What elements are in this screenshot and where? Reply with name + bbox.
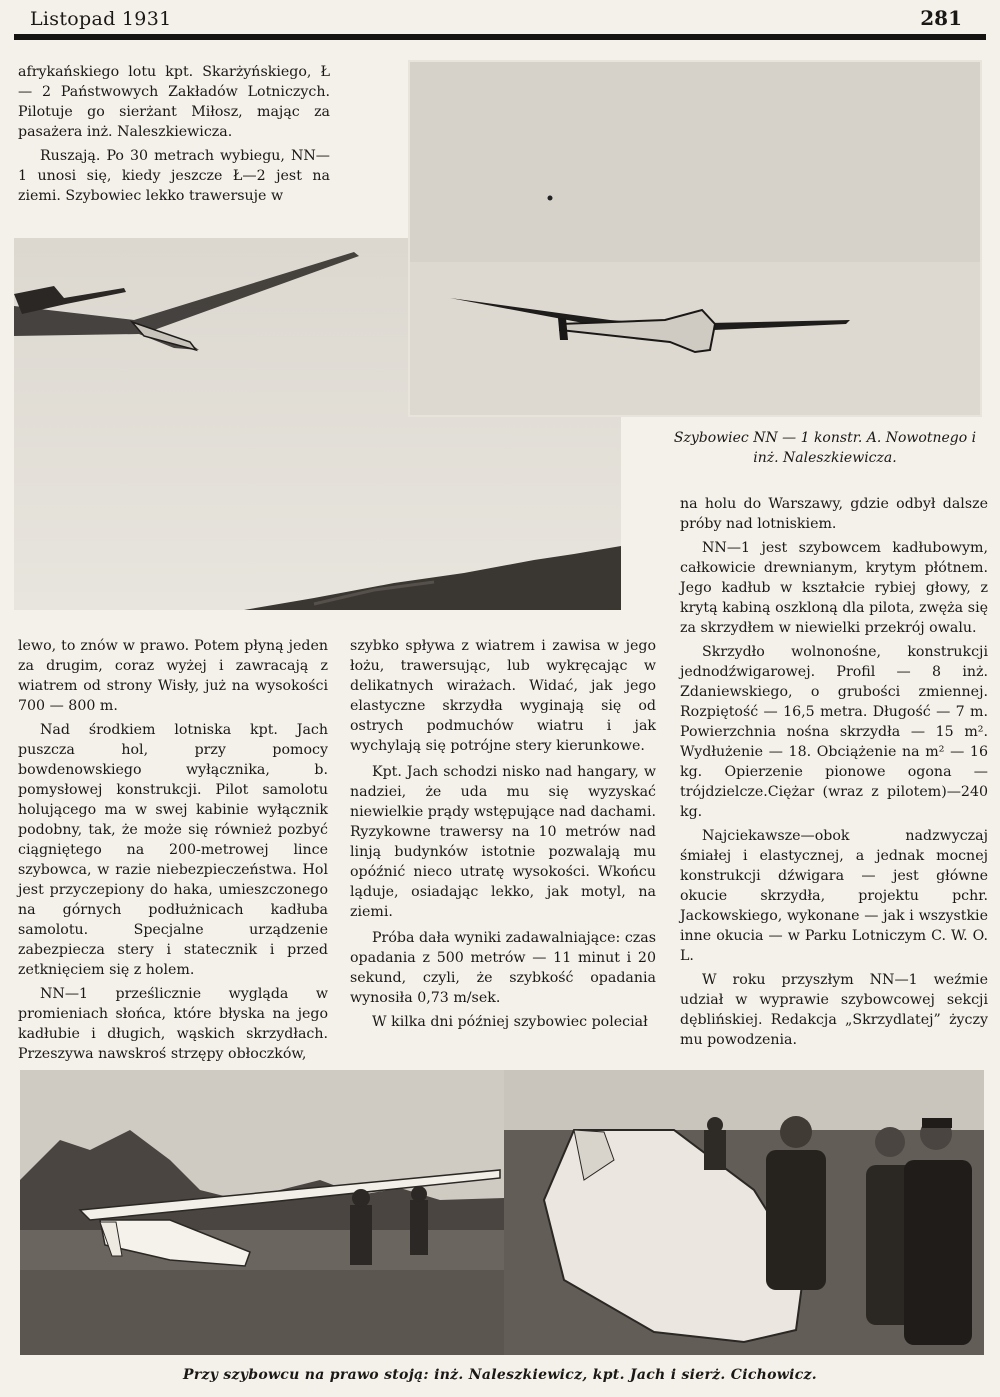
photo-men-beside-glider (504, 1070, 984, 1355)
column-b (350, 636, 656, 1036)
column-c (680, 494, 988, 1054)
paragraph: lewo, to znów w prawo. Potem płyną jeden za drugim, coraz wyżej i zawracają z wiatrem od strony Wisły, już na wysokości 700 — 800 m. (18, 638, 328, 714)
paragraph: W roku przyszłym NN—1 weźmie udział w wyprawie szybowcowej sekcji dęblińskiej. Redakcja „Skrzydlatej” życzy mu powodzenia. (680, 972, 988, 1048)
paragraph: Nad środkiem lotniska kpt. Jach puszcza hol, przy pomocy bowdenowskiego wyłącznika, b. pomysłowej konstrukcji. Pilot samolotu holującego ma w swej kabinie wyłącznik podobny, tak, że może się również pozbyć ciągniętego na 200-metrowej lince szybowca, w razie niebezpieczeństwa. Hol jest przyczepiony do haka, umieszczonego na górnych podłużnicach kadłuba samolotu. Specjalne urządzenie zabezpiecza stery i statecznik i przed zetknięciem się z holem. (18, 722, 328, 978)
issue-date: Listopad 1931 (30, 8, 172, 30)
paragraph: NN—1 jest szybowcem kadłubowym, całkowicie drewnianym, krytym płótnem. Jego kadłub w kształcie rybiej głowy, z krytą kabiną oszkloną dla pilota, zwęża się za skrzydłem w niewielki przekrój owalu. (680, 540, 988, 636)
page-number: 281 (920, 6, 962, 30)
paragraph: na holu do Warszawy, gdzie odbył dalsze próby nad lotniskiem. (680, 496, 988, 532)
paragraph: Próba dała wyniki zadawalniające: czas opadania z 500 metrów — 11 minut i 20 sekund, czyli, że szybkość opadania wynosiła 0,73 m/sek. (350, 930, 656, 1006)
column-top (18, 62, 330, 210)
paragraph: Ruszają. Po 30 metrach wybiegu, NN—1 unosi się, kiedy jeszcze Ł—2 jest na ziemi. Szybowiec lekko trawersuje w (18, 148, 330, 204)
header-rule (14, 34, 986, 40)
paragraph: NN—1 prześlicznie wygląda w promieniach słońca, które błyska na jego kadłubie i długich, wąskich skrzydłach. Przeszywa nawskroś strzępy obłoczków, (18, 986, 328, 1062)
paragraph: Najciekawsze—obok nadzwyczaj śmiałej i elastycznej, a jednak mocnej konstrukcji dźwigara — jest główne okucie skrzydła, projektu pchr. Jackowskiego, wykonane — jak i wszystkie inne okucia — w Parku Lotniczym C. W. O. L. (680, 828, 988, 964)
photo-glider-in-flight-right (408, 60, 982, 417)
column-a (18, 636, 328, 1068)
paragraph: szybko spływa z wiatrem i zawisa w jego łożu, trawersując, lub wykręcając w delikatnych wirażach. Widać, jak jego elastyczne skrzydła wyginają się od ostrych podmuchów wiatru i jak wychylają się potrójne stery kierunkowe. (350, 638, 656, 754)
paragraph: Kpt. Jach schodzi nisko nad hangary, w nadziei, że uda mu się wyzyskać niewielkie prądy wstępujące nad dachami. Ryzykowne trawersy na 10 metrów nad linją budynków istotnie pozwalają mu opóźnić nieco utratę wysokości. Wkońcu ląduje, osiadając lekko, jak motyl, na ziemi. (350, 764, 656, 920)
paragraph: W kilka dni później szybowiec poleciał (372, 1014, 648, 1030)
photo-caption-top: Szybowiec NN — 1 konstr. A. Nowotnego i inż. Naleszkiewicza. (673, 430, 977, 466)
photo-caption-bottom: Przy szybowcu na prawo stoją: inż. Naleszkiewicz, kpt. Jach i sierż. Cichowicz. (183, 1367, 817, 1383)
photo-glider-on-ground (20, 1070, 504, 1355)
paragraph: afrykańskiego lotu kpt. Skarżyńskiego, Ł — 2 Państwowych Zakładów Lotniczych. Pilotuje go sierżant Miłosz, mając za pasażera inż. Naleszkiewicza. (18, 64, 330, 140)
paragraph: Skrzydło wolnonośne, konstrukcji jednodźwigarowej. Profil — 8 inż. Zdaniewskiego, o grubości zmiennej. Rozpiętość — 16,5 metra. Długość — 7 m. Powierzchnia nośna skrzydła — 15 m². Wydłużenie — 18. Obciążenie na m² — 16 kg. Opierzenie pionowe ogona — trójdzielcze.Ciężar (wraz z pilotem)—240 kg. (680, 644, 988, 820)
